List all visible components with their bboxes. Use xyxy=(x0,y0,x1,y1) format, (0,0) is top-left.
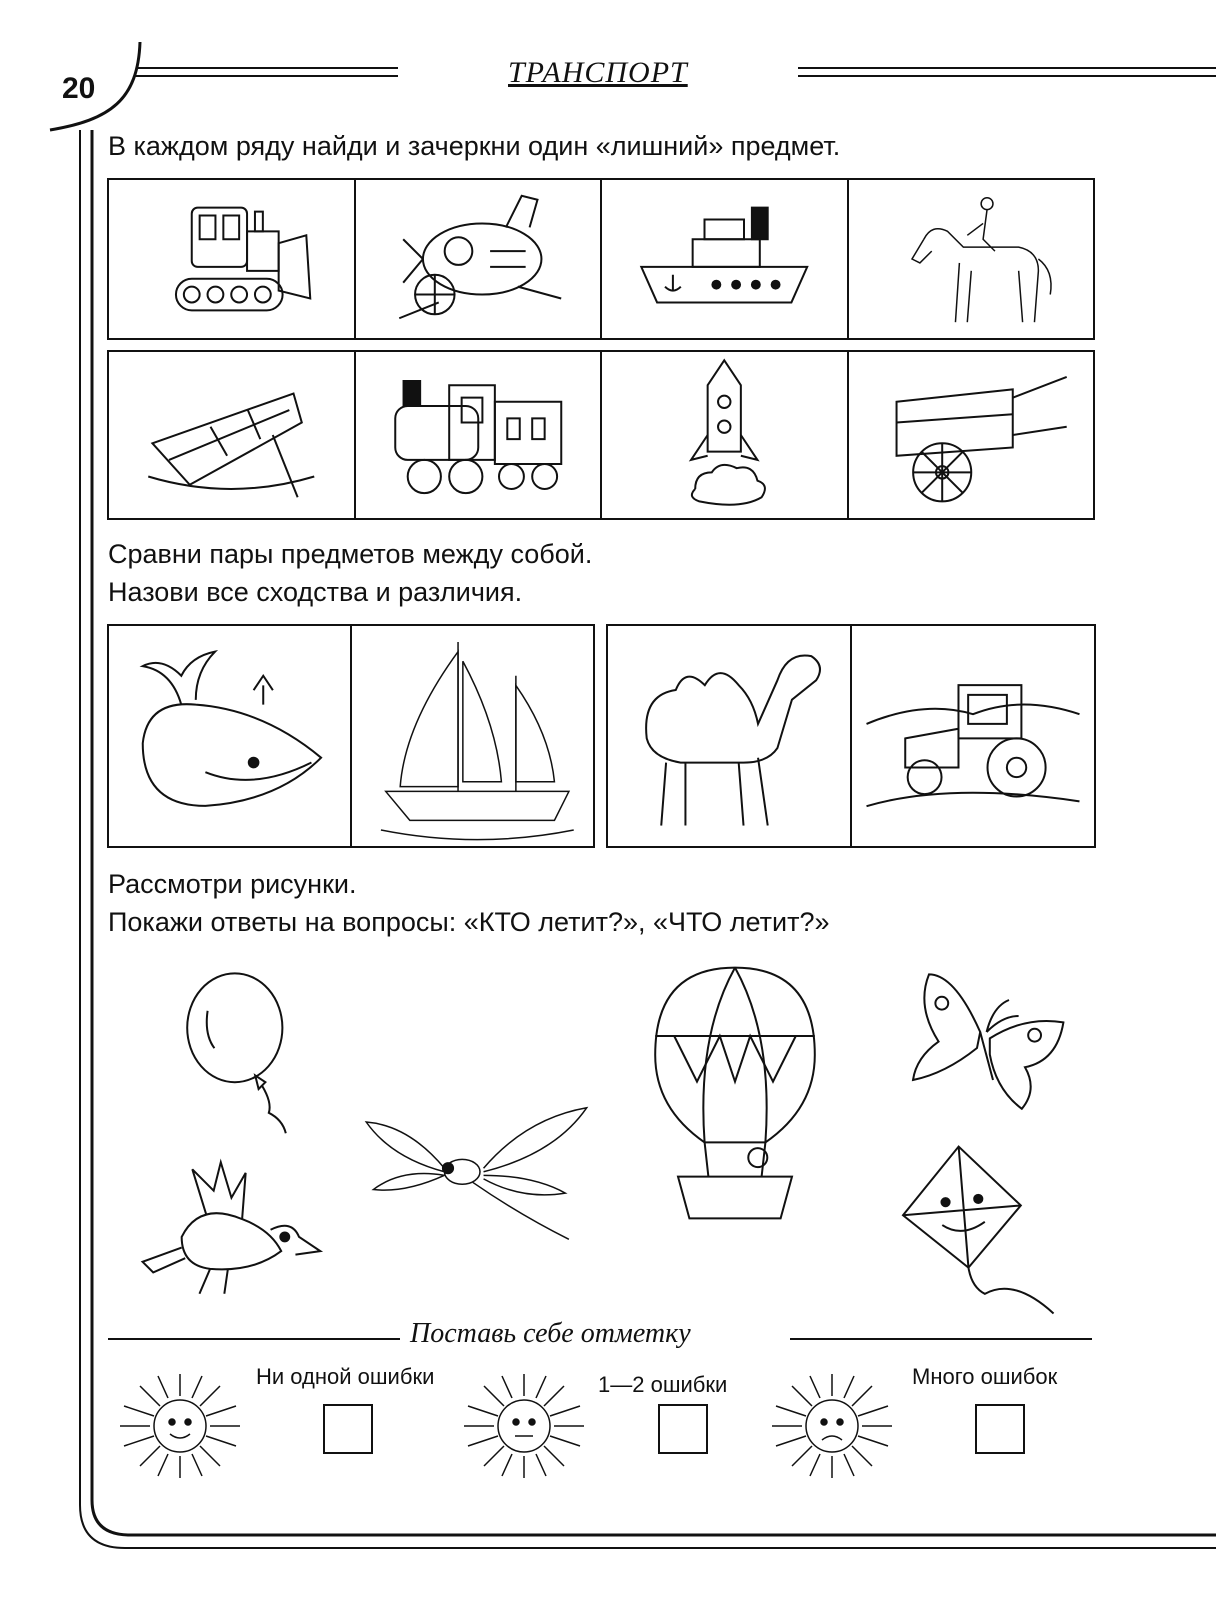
sad-sun-icon xyxy=(762,1370,902,1480)
rating-label-no-errors: Ни одной ошибки xyxy=(256,1364,435,1389)
page-number: 20 xyxy=(62,72,96,105)
checkbox-many-errors[interactable] xyxy=(975,1404,1025,1454)
chapter-title: ТРАНСПОРТ xyxy=(508,56,688,89)
neutral-sun-icon xyxy=(454,1370,594,1480)
rating-label-few-errors: 1—2 ошибки xyxy=(598,1372,728,1397)
checkbox-no-errors[interactable] xyxy=(323,1404,373,1454)
checkbox-few-errors[interactable] xyxy=(658,1404,708,1454)
rating-label-many-errors: Много ошибок xyxy=(912,1364,1058,1389)
task1-instruction: В каждом ряду найди и зачеркни один «лишний» предмет. xyxy=(108,131,841,161)
rating-title: Поставь себе отметку xyxy=(410,1318,691,1349)
task3-instruction-line1: Рассмотри рисунки. xyxy=(108,869,357,899)
task2-instruction-line2: Назови все сходства и различия. xyxy=(108,577,523,607)
task2-instruction-line1: Сравни пары предметов между собой. xyxy=(108,539,593,569)
task3-instruction-line2: Покажи ответы на вопросы: «КТО летит?», «ЧТО летит?» xyxy=(108,907,830,937)
happy-sun-icon xyxy=(110,1370,250,1480)
